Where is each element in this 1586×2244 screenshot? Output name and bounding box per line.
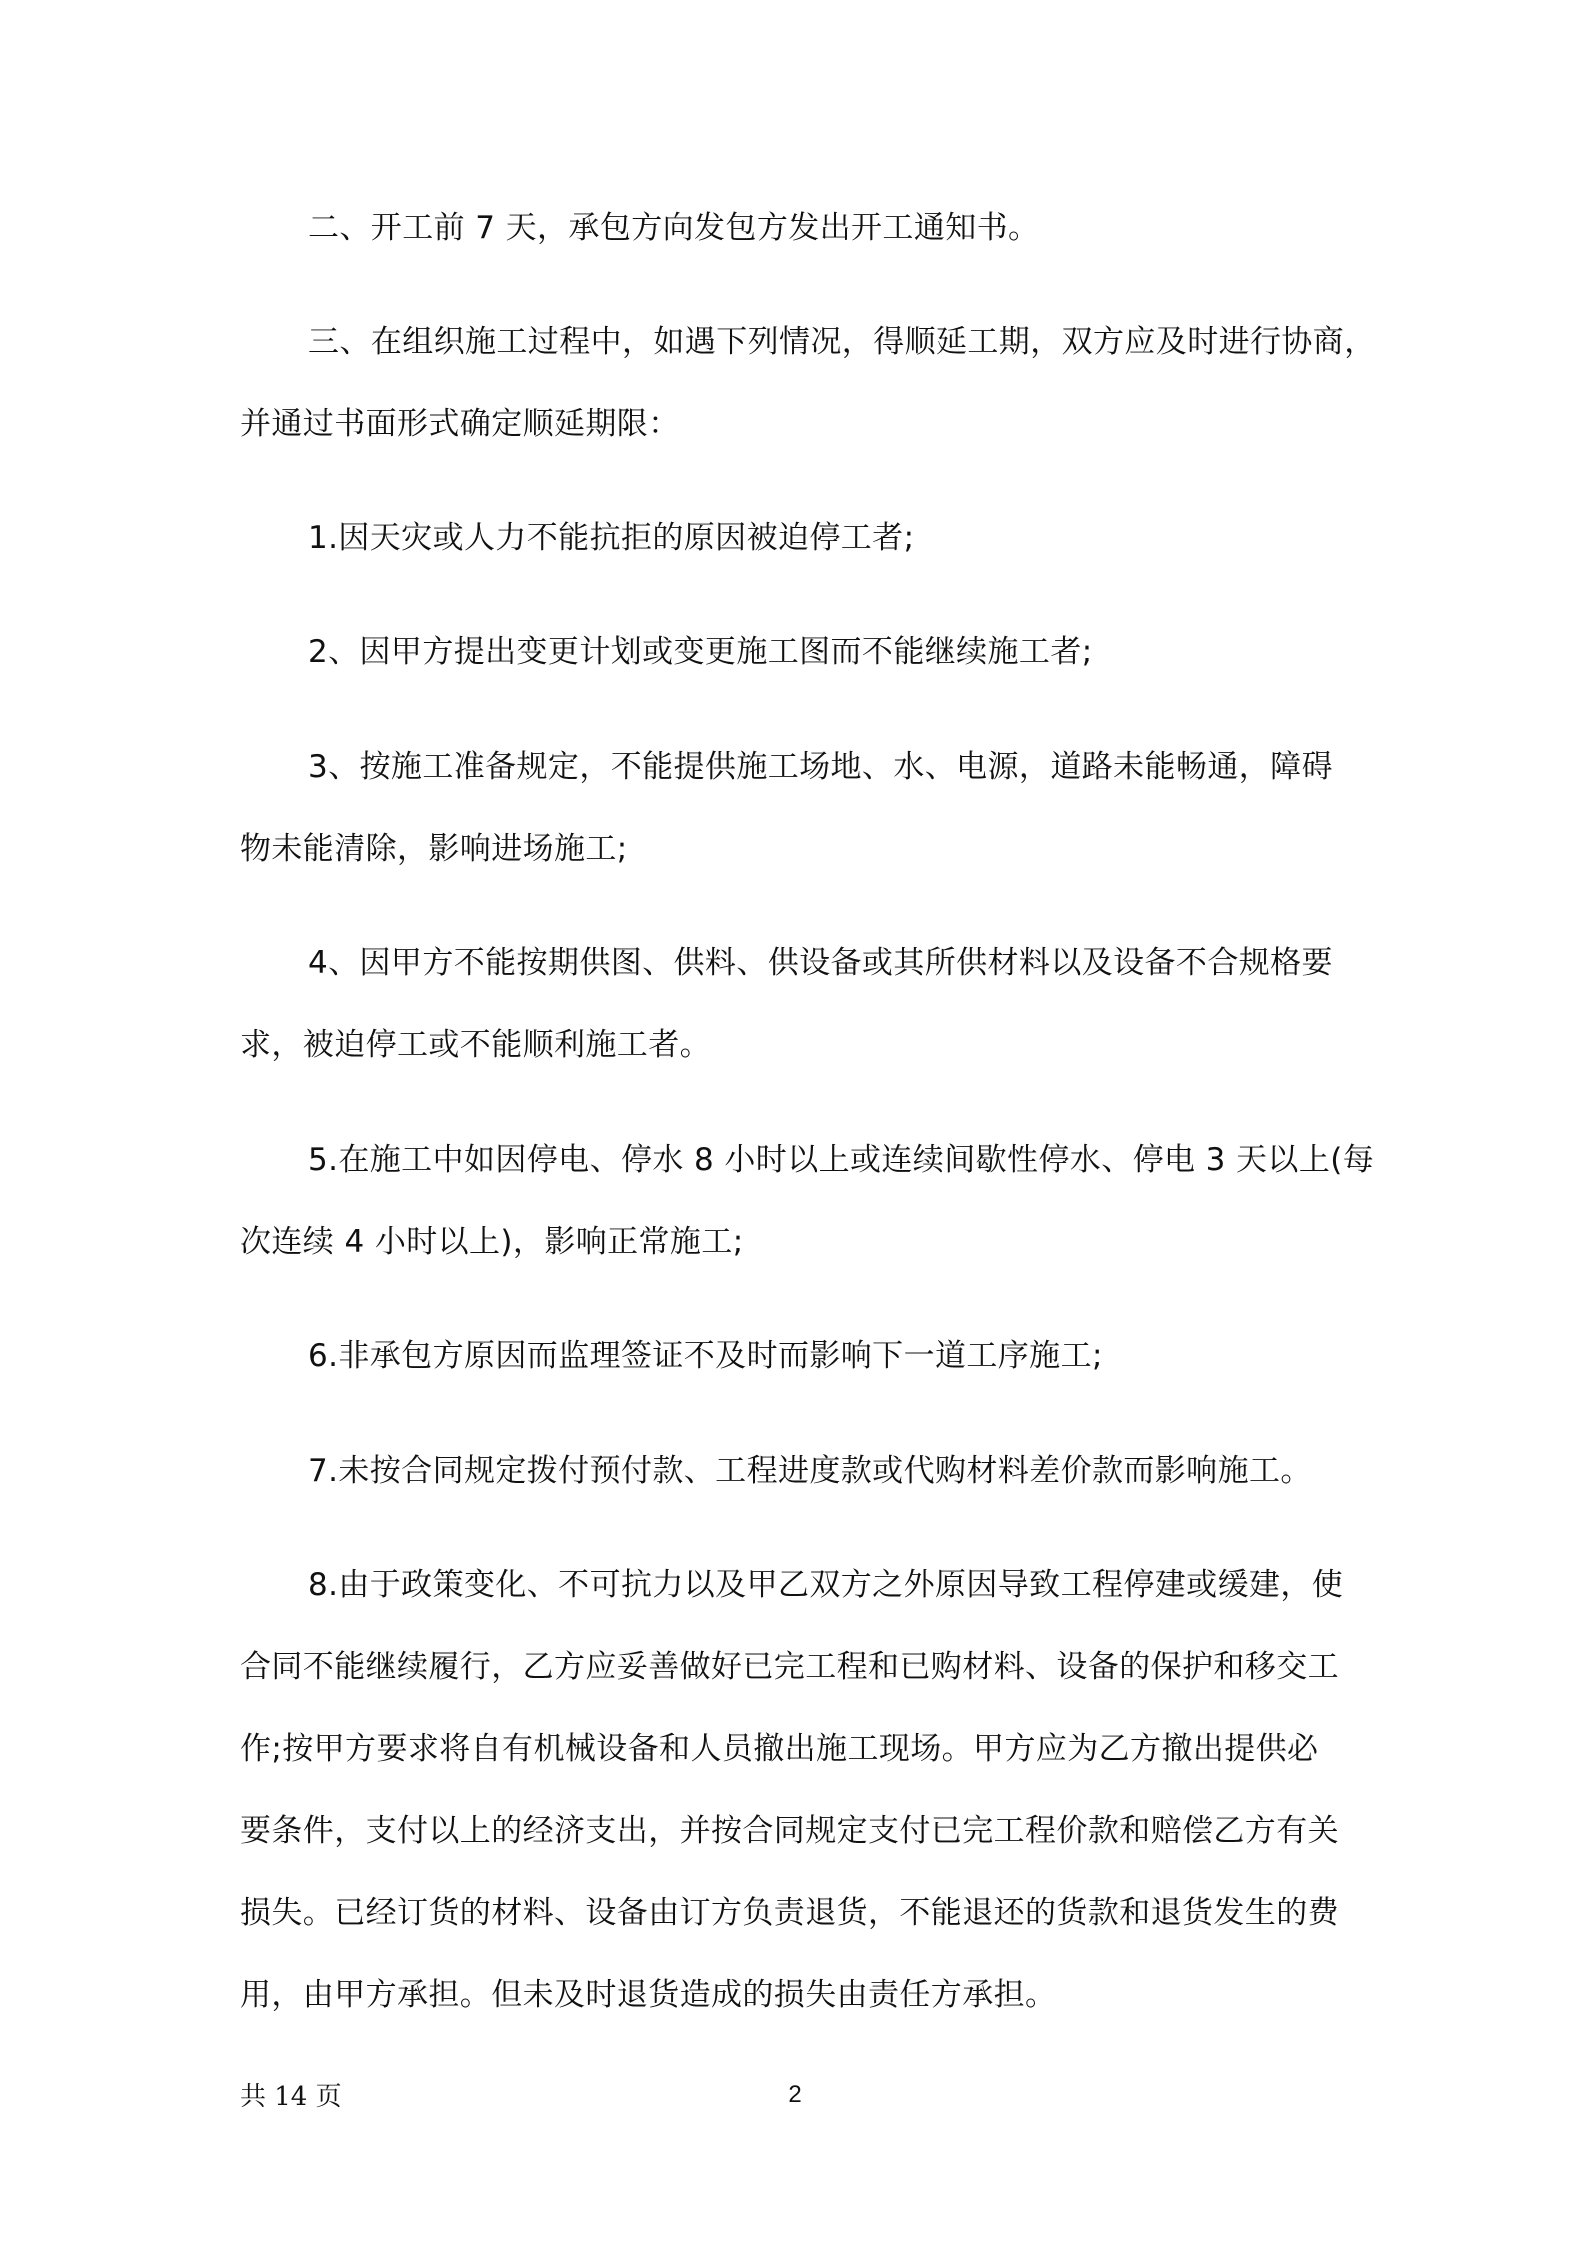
paragraph-3-line-2: 并通过书面形式确定顺延期限： bbox=[240, 406, 680, 442]
item-1-line-1: 1.因天灾或人力不能抗拒的原因被迫停工者; bbox=[308, 520, 915, 556]
footer-total-pages: 共 14 页 bbox=[240, 2082, 342, 2112]
item-3-line-2: 物未能清除，影响进场施工; bbox=[240, 831, 628, 867]
item-8-line-3: 作;按甲方要求将自有机械设备和人员撤出施工现场。甲方应为乙方撤出提供必 bbox=[240, 1731, 1319, 1767]
item-8-line-1: 8.由于政策变化、不可抗力以及甲乙双方之外原因导致工程停建或缓建，使 bbox=[308, 1567, 1344, 1603]
item-5-line-2: 次连续 4 小时以上)，影响正常施工; bbox=[240, 1224, 744, 1260]
item-4-line-2: 求，被迫停工或不能顺利施工者。 bbox=[240, 1027, 711, 1063]
item-5-line-1: 5.在施工中如因停电、停水 8 小时以上或连续间歇性停水、停电 3 天以上(每 bbox=[308, 1142, 1375, 1178]
item-7-line-1: 7.未按合同规定拨付预付款、工程进度款或代购材料差价款而影响施工。 bbox=[308, 1453, 1312, 1489]
item-6-line-1: 6.非承包方原因而监理签证不及时而影响下一道工序施工; bbox=[308, 1338, 1103, 1374]
item-8-line-6: 用，由甲方承担。但未及时退货造成的损失由责任方承担。 bbox=[240, 1977, 1057, 2013]
item-3-line-1: 3、按施工准备规定，不能提供施工场地、水、电源，道路未能畅通，障碍 bbox=[308, 749, 1333, 785]
item-8-line-5: 损失。已经订货的材料、设备由订方负责退货，不能退还的货款和退货发生的费 bbox=[240, 1895, 1339, 1931]
item-8-line-4: 要条件，支付以上的经济支出，并按合同规定支付已完工程价款和赔偿乙方有关 bbox=[240, 1813, 1339, 1849]
paragraph-3-line-1: 三、在组织施工过程中，如遇下列情况，得顺延工期，双方应及时进行协商， bbox=[308, 324, 1376, 360]
footer-page-number: 2 bbox=[788, 2081, 802, 2108]
item-4-line-1: 4、因甲方不能按期供图、供料、供设备或其所供材料以及设备不合规格要 bbox=[308, 945, 1333, 981]
item-2-line-1: 2、因甲方提出变更计划或变更施工图而不能继续施工者; bbox=[308, 634, 1093, 670]
item-8-line-2: 合同不能继续履行，乙方应妥善做好已完工程和已购材料、设备的保护和移交工 bbox=[240, 1649, 1339, 1685]
paragraph-2-line-1: 二、开工前 7 天，承包方向发包方发出开工通知书。 bbox=[308, 210, 1040, 246]
